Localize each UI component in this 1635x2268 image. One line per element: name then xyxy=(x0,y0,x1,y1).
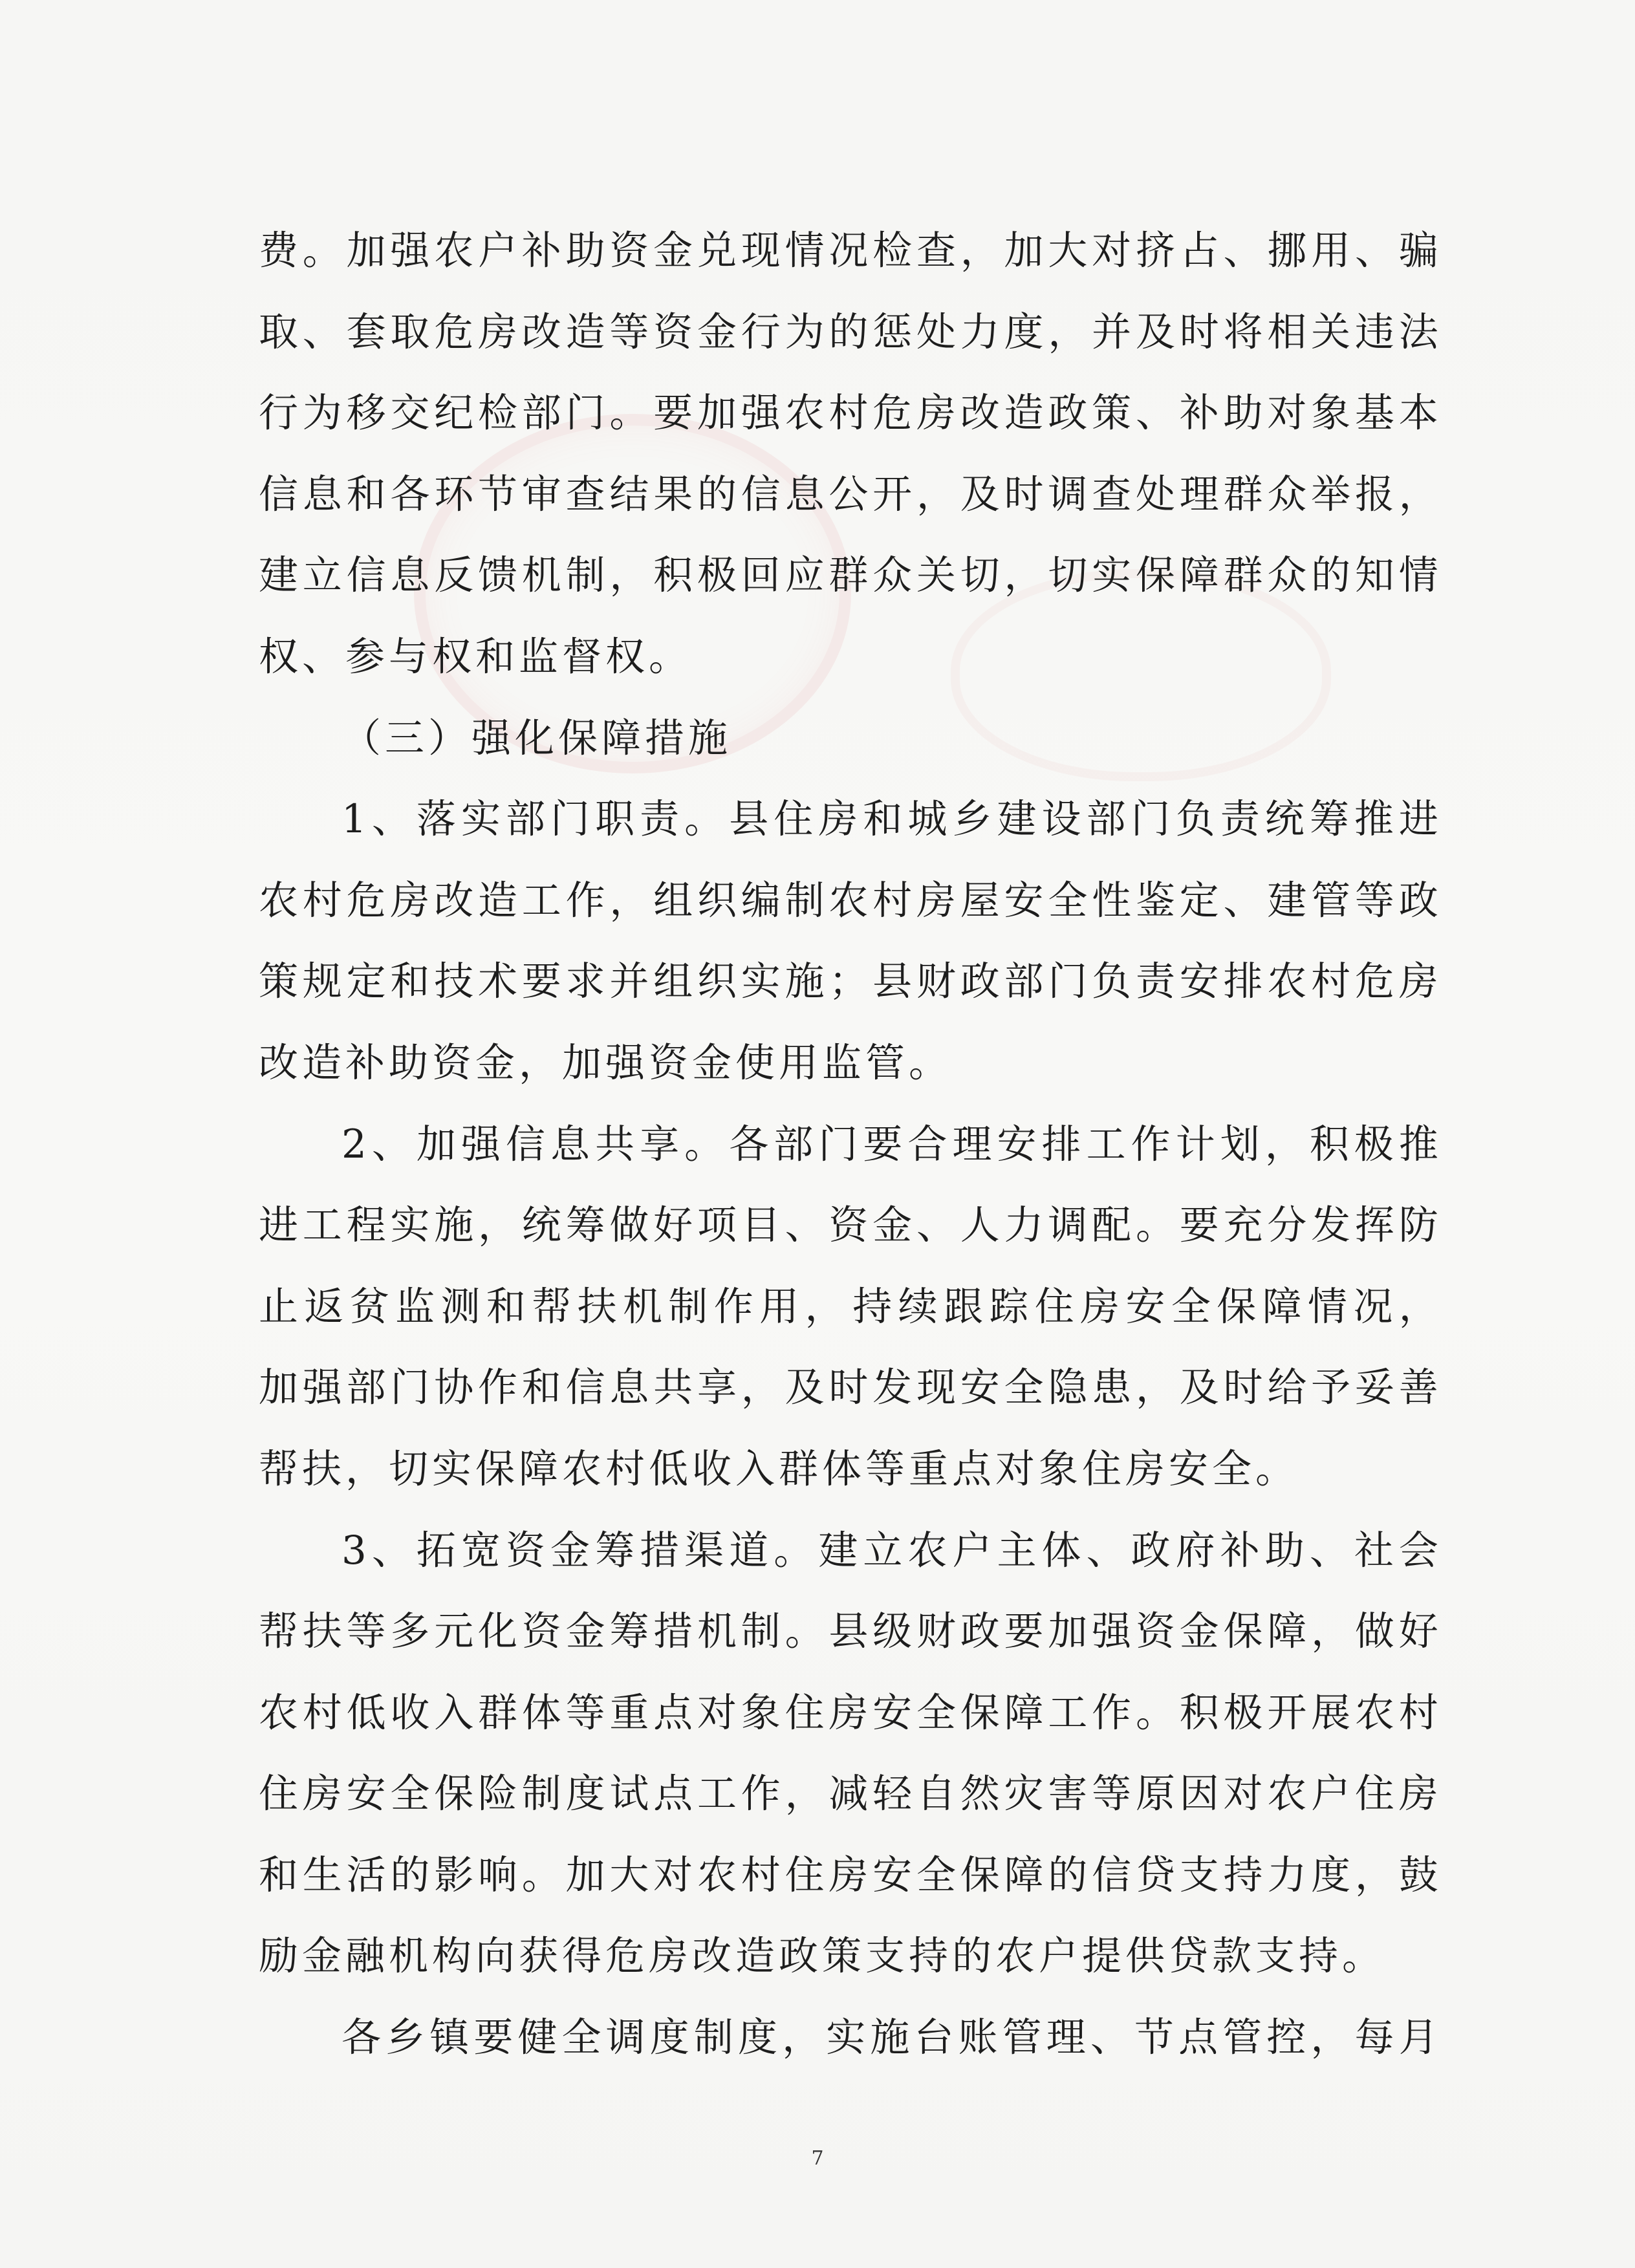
text-line: 农 村 危 房 改 造 工 作 ， 组 织 编 制 农 村 房 屋 安 全 性 鉴 定 、 建 管 等 政 xyxy=(259,877,1442,923)
text-line: 建 立 信 息 反 馈 机 制 ， 积 极 回 应 群 众 关 切 ， 切 实 保 障 群 众 的 知 情 xyxy=(259,552,1442,599)
text-line: 1 、 落 实 部 门 职 责 。 县 住 房 和 城 乡 建 设 部 门 负 责 统 筹 推 进 xyxy=(341,796,1442,843)
text-line: 进 工 程 实 施 ， 统 筹 做 好 项 目 、 资 金 、 人 力 调 配 。 要 充 分 发 挥 防 xyxy=(259,1202,1442,1249)
text-line: 加 强 部 门 协 作 和 信 息 共 享 ， 及 时 发 现 安 全 隐 患 ， 及 时 给 予 妥 善 xyxy=(259,1365,1442,1411)
text-line: 权、参与权和监督权。 xyxy=(259,633,693,680)
text-line: 费 。 加 强 农 户 补 助 资 金 兑 现 情 况 检 查 ， 加 大 对 挤 占 、 挪 用 、 骗 xyxy=(259,228,1442,274)
text-line: 取 、 套 取 危 房 改 造 等 资 金 行 为 的 惩 处 力 度 ， 并 及 时 将 相 关 违 法 xyxy=(259,308,1442,355)
text-line: 改造补助资金，加强资金使用监管。 xyxy=(259,1039,953,1086)
document-body xyxy=(259,210,1442,2079)
text-line: 帮 扶 等 多 元 化 资 金 筹 措 机 制 。 县 级 财 政 要 加 强 资 金 保 障 ， 做 好 xyxy=(259,1608,1442,1655)
text-line: 信 息 和 各 环 节 审 查 结 果 的 信 息 公 开 ， 及 时 调 查 处 理 群 众 举 报 ， xyxy=(259,471,1442,517)
text-line: 农 村 低 收 入 群 体 等 重 点 对 象 住 房 安 全 保 障 工 作 。 积 极 开 展 农 村 xyxy=(259,1689,1442,1736)
text-line: 止 返 贫 监 测 和 帮 扶 机 制 作 用 ， 持 续 跟 踪 住 房 安 全 保 障 情 况 ， xyxy=(259,1283,1442,1330)
text-line: 帮扶，切实保障农村低收入群体等重点对象住房安全。 xyxy=(259,1445,1299,1492)
text-line: （三）强化保障措施 xyxy=(341,715,732,761)
text-line: 策 规 定 和 技 术 要 求 并 组 织 实 施 ； 县 财 政 部 门 负 责 安 排 农 村 危 房 xyxy=(259,958,1442,1005)
text-line: 各 乡 镇 要 健 全 调 度 制 度 ， 实 施 台 账 管 理 、 节 点 管 控 ， 每 月 xyxy=(341,2014,1442,2061)
text-line: 2 、 加 强 信 息 共 享 。 各 部 门 要 合 理 安 排 工 作 计 划 ， 积 极 推 xyxy=(341,1121,1442,1167)
page-number: 7 xyxy=(811,2147,824,2170)
text-line: 行 为 移 交 纪 检 部 门 。 要 加 强 农 村 危 房 改 造 政 策 、 补 助 对 象 基 本 xyxy=(259,390,1442,437)
text-line: 3 、 拓 宽 资 金 筹 措 渠 道 。 建 立 农 户 主 体 、 政 府 补 助 、 社 会 xyxy=(341,1527,1442,1573)
text-line: 和 生 活 的 影 响 。 加 大 对 农 村 住 房 安 全 保 障 的 信 贷 支 持 力 度 ， 鼓 xyxy=(259,1852,1442,1898)
text-line: 住 房 安 全 保 险 制 度 试 点 工 作 ， 减 轻 自 然 灾 害 等 原 因 对 农 户 住 房 xyxy=(259,1771,1442,1817)
text-line: 励金融机构向获得危房改造政策支持的农户提供贷款支持。 xyxy=(259,1933,1386,1980)
